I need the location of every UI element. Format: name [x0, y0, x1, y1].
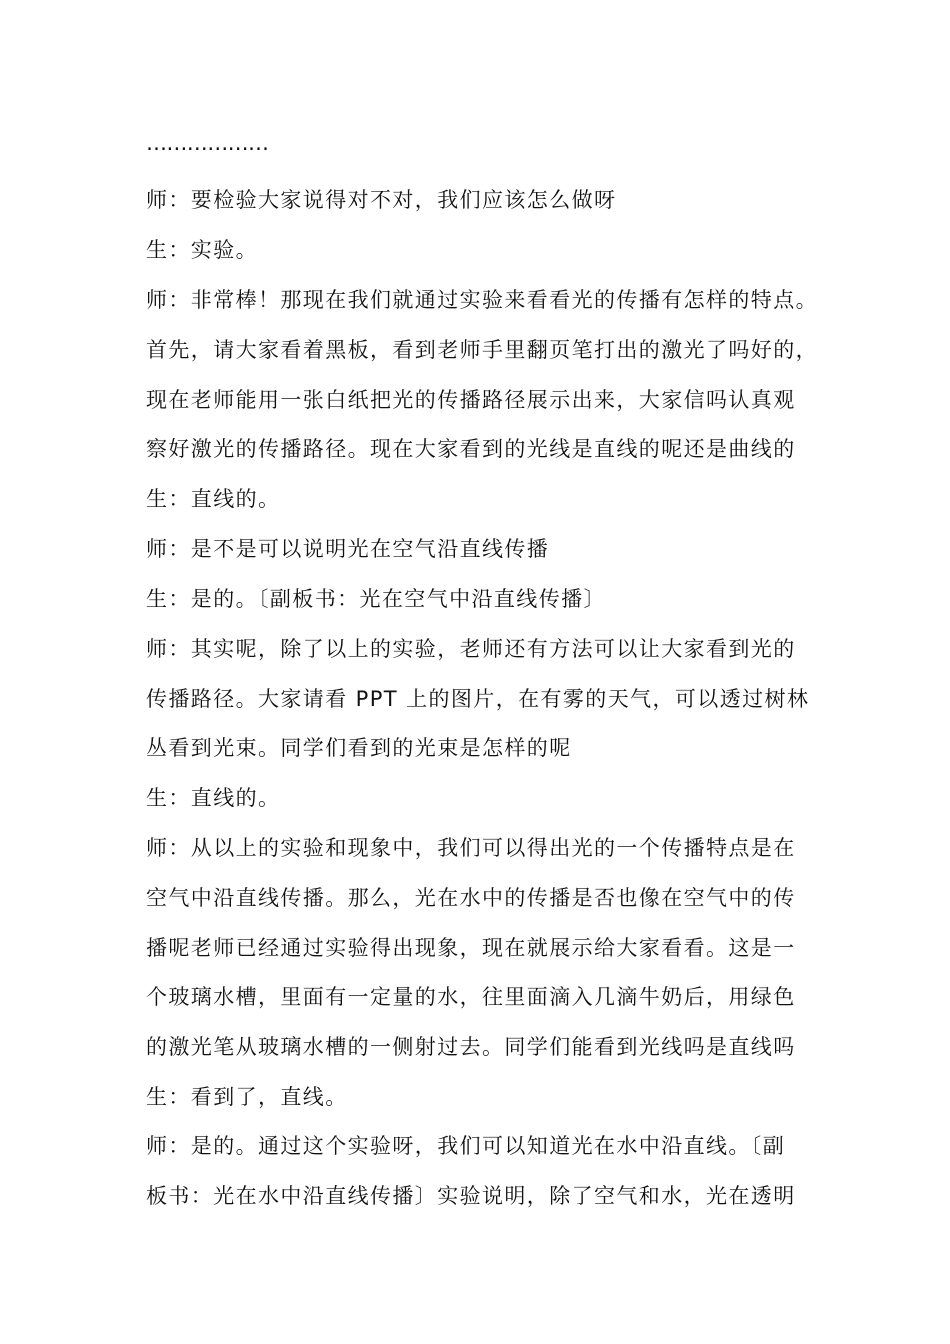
paragraph-line: 师：是的。通过这个实验呀，我们可以知道光在水中沿直线。〔副: [146, 1134, 786, 1158]
paragraph-line: 传播路径。大家请看 PPT 上的图片，在有雾的天气，可以透过树林: [146, 687, 810, 711]
paragraph-line: 生：直线的。: [146, 487, 281, 511]
paragraph-line: 生：是的。〔副板书：光在空气中沿直线传播〕: [146, 587, 606, 611]
paragraph-line: 师：从以上的实验和现象中，我们可以得出光的一个传播特点是在: [146, 836, 796, 860]
paragraph-line: 师：其实呢，除了以上的实验，老师还有方法可以让大家看到光的: [146, 637, 796, 661]
ellipsis-line: ………………: [146, 131, 269, 155]
paragraph-line: 师：要检验大家说得对不对，我们应该怎么做呀: [146, 188, 617, 212]
paragraph-line: 首先，请大家看着黑板，看到老师手里翻页笔打出的激光了吗好的，: [146, 338, 818, 362]
paragraph-line: 生：看到了，直线。: [146, 1085, 348, 1109]
paragraph-line: 丛看到光束。同学们看到的光束是怎样的呢: [146, 736, 572, 760]
paragraph-line: 空气中沿直线传播。那么，光在水中的传播是否也像在空气中的传: [146, 886, 796, 910]
paragraph-line: 生：直线的。: [146, 786, 281, 810]
paragraph-line: 现在老师能用一张白纸把光的传播路径展示出来，大家信吗认真观: [146, 388, 796, 412]
paragraph-line: 的激光笔从玻璃水槽的一侧射过去。同学们能看到光线吗是直线吗: [146, 1035, 796, 1059]
paragraph-line: 个玻璃水槽，里面有一定量的水，往里面滴入几滴牛奶后，用绿色: [146, 985, 796, 1009]
paragraph-line: 师：非常棒！那现在我们就通过实验来看看光的传播有怎样的特点。: [146, 288, 818, 312]
paragraph-line: 生：实验。: [146, 238, 258, 262]
paragraph-line: 板书：光在水中沿直线传播〕实验说明，除了空气和水，光在透明: [146, 1184, 796, 1208]
paragraph-line: 师：是不是可以说明光在空气沿直线传播: [146, 537, 550, 561]
paragraph-line: 察好激光的传播路径。现在大家看到的光线是直线的呢还是曲线的: [146, 437, 796, 461]
paragraph-line: 播呢老师已经通过实验得出现象，现在就展示给大家看看。这是一: [146, 936, 796, 960]
